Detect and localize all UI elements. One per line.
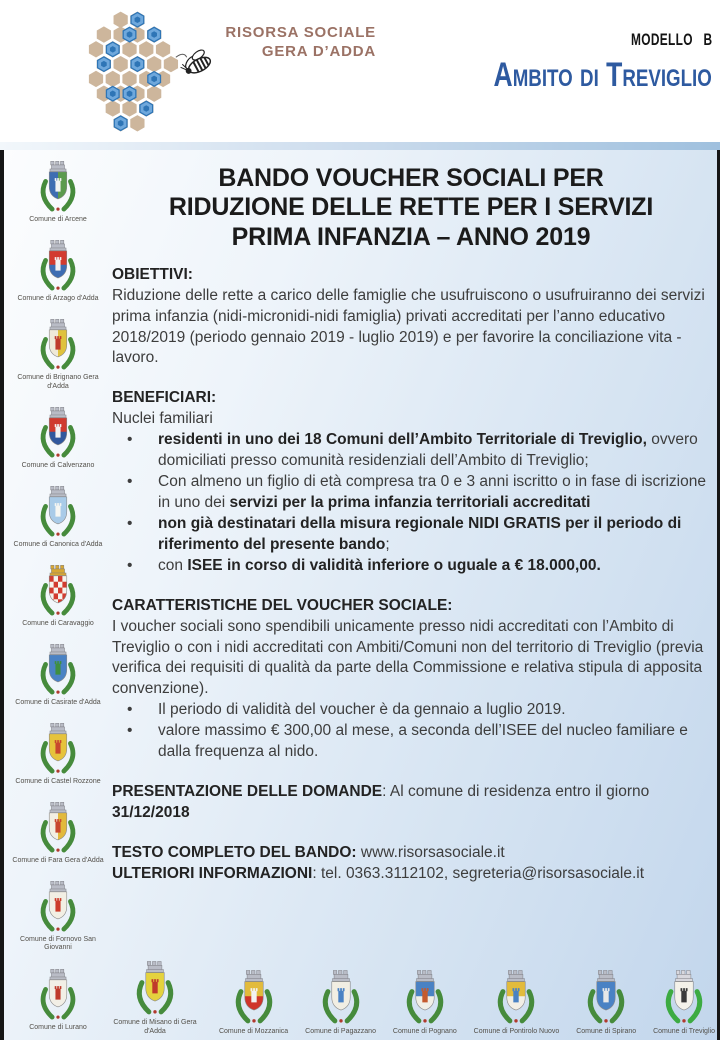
sidebar-commune-0 bbox=[29, 158, 87, 224]
commune-caption: Comune di Caravaggio bbox=[22, 619, 94, 627]
sidebar-commune-5 bbox=[22, 562, 94, 628]
bee-flight-line bbox=[176, 54, 187, 57]
municipal-crest-icon bbox=[313, 967, 369, 1027]
municipal-crest-icon bbox=[31, 158, 85, 215]
municipal-crest-icon bbox=[31, 641, 85, 698]
crest-graphic bbox=[31, 158, 85, 215]
commune-caption: Comune di Spirano bbox=[576, 1027, 637, 1035]
bottom-commune-2 bbox=[305, 967, 376, 1036]
crest-graphic bbox=[226, 967, 282, 1027]
commune-caption: Comune di Canonica d'Adda bbox=[13, 540, 103, 548]
bottom-commune-1 bbox=[219, 967, 288, 1036]
crest-graphic bbox=[31, 404, 85, 461]
crest-graphic bbox=[31, 878, 85, 935]
municipal-crest-icon bbox=[397, 967, 453, 1027]
sidebar-commune-7 bbox=[15, 720, 100, 786]
sidebar-commune-6 bbox=[15, 641, 100, 707]
bottom-commune-6 bbox=[653, 967, 715, 1036]
commune-caption: Comune di Fara Gera d'Adda bbox=[12, 857, 104, 865]
bullet-item: • Il periodo di validità del voucher è da gennaio a luglio 2019. bbox=[112, 700, 710, 721]
bullet-item: • non già destinatari della misura regionale NIDI GRATIS per il periodo di riferimento del presente bando; bbox=[112, 514, 710, 556]
modello-label: MODELLO B bbox=[630, 30, 712, 49]
bullet-item: • valore massimo € 300,00 al mese, a seconda dell’ISEE del nucleo familiare e dalla frequenza al nido. bbox=[112, 721, 710, 763]
municipal-crest-icon bbox=[31, 720, 85, 777]
commune-caption: Comune di Pontirolo Nuovo bbox=[473, 1027, 560, 1035]
section-heading: OBIETTIVI: bbox=[112, 265, 193, 283]
commune-caption: Comune di Arzago d'Adda bbox=[17, 295, 99, 303]
commune-caption: Comune di Brignano Gera d'Adda bbox=[17, 374, 99, 390]
crest-graphic bbox=[397, 967, 453, 1027]
crest-graphic bbox=[31, 483, 85, 540]
sidebar-commune-1 bbox=[17, 237, 98, 303]
logo-text-line2: GERA D’ADDA bbox=[261, 42, 376, 60]
municipal-crest-icon bbox=[31, 966, 85, 1023]
paragraph: Riduzione delle rette a carico delle famiglie che usufruiscono o usufruiranno dei servizi prima infanzia (nidi-micronidi-nidi famiglia) privati accreditati per l’anno educativo 2018/2019 (periodo gennaio 2019 - luglio 2019) e per favorire la conciliazione vita - lavoro. bbox=[112, 286, 705, 367]
paragraph: ULTERIORI INFORMAZIONI: tel. 0363.3112102, segreteria@risorsasociale.it bbox=[112, 864, 645, 882]
municipal-crest-icon bbox=[226, 967, 282, 1027]
crest-graphic bbox=[31, 720, 85, 777]
crest-graphic bbox=[578, 967, 634, 1027]
bullet-item: • Con almeno un figlio di età compresa tra 0 e 3 anni iscritto o in fase di iscrizione in uno dei servizi per la prima infanzia territoriali accreditati bbox=[112, 472, 710, 514]
title-line-2: RIDUZIONE DELLE RETTE PER I SERVIZI bbox=[168, 193, 654, 222]
crest-graphic bbox=[656, 967, 712, 1027]
bottom-commune-3 bbox=[393, 967, 457, 1036]
logo-text-line1: RISORSA SOCIALE bbox=[225, 24, 376, 41]
bottom-commune-4 bbox=[474, 967, 560, 1036]
section-heading: CARATTERISTICHE DEL VOUCHER SOCIALE: bbox=[112, 596, 453, 614]
municipal-crest-icon bbox=[31, 404, 85, 461]
ambito-title: Ambito di Treviglio bbox=[493, 56, 712, 94]
crest-graphic bbox=[313, 967, 369, 1027]
commune-caption: Comune di Casirate d'Adda bbox=[15, 698, 101, 706]
document-title bbox=[112, 164, 710, 252]
bullet-item: • con ISEE in corso di validità inferiore o uguale a € 18.000,00. bbox=[112, 556, 710, 577]
sidebar-commune-9 bbox=[11, 878, 105, 953]
sidebar-commune-4 bbox=[14, 483, 103, 549]
section-heading: BENEFICIARI: bbox=[112, 389, 217, 407]
bottom-commune-0 bbox=[108, 958, 202, 1036]
municipal-crest-icon bbox=[488, 967, 544, 1027]
municipal-crest-icon bbox=[31, 483, 85, 540]
communes-sidebar bbox=[7, 158, 109, 1032]
commune-caption: Comune di Arcene bbox=[29, 216, 87, 223]
crest-graphic bbox=[127, 958, 183, 1018]
municipal-crest-icon bbox=[578, 967, 634, 1027]
paragraph: I voucher sociali sono spendibili unicamente presso nidi accreditati con l’Ambito di Treviglio o con i nidi accreditati con Ambiti/Comuni non del territorio di Treviglio (previa verifica dei requisiti di qualità da parte della Commissione e relativa stipula di apposita convenzione). bbox=[112, 617, 704, 698]
paragraph: TESTO COMPLETO DEL BANDO: www.risorsasociale.it bbox=[112, 843, 505, 861]
title-line-1: BANDO VOUCHER SOCIALI PER bbox=[218, 164, 604, 192]
risorsa-sociale-logo bbox=[78, 4, 378, 142]
content-blocks bbox=[112, 265, 710, 885]
municipal-crest-icon bbox=[31, 237, 85, 294]
map-hexagons bbox=[89, 12, 178, 132]
municipal-crest-icon bbox=[31, 316, 85, 373]
crest-graphic bbox=[31, 966, 85, 1023]
left-border bbox=[0, 150, 4, 1040]
communes-bottom-row bbox=[108, 954, 715, 1036]
commune-caption: Comune di Lurano bbox=[29, 1023, 87, 1031]
paragraph: PRESENTAZIONE DELLE DOMANDE: Al comune di residenza entro il giorno 31/12/2018 bbox=[112, 783, 650, 821]
commune-caption: Comune di Castel Rozzone bbox=[15, 777, 101, 785]
commune-caption: Comune di Treviglio bbox=[653, 1027, 715, 1035]
commune-caption: Comune di Calvenzano bbox=[21, 461, 95, 469]
commune-caption: Comune di Fornovo San Giovanni bbox=[20, 936, 96, 952]
main-content bbox=[112, 164, 710, 885]
sidebar-commune-10 bbox=[29, 966, 87, 1032]
bullet-item: • residenti in uno dei 18 Comuni dell’Ambito Territoriale di Treviglio, ovvero domiciliati presso comunità residenziali dell’Ambito di Treviglio; bbox=[112, 430, 710, 472]
municipal-crest-icon bbox=[31, 799, 85, 856]
commune-caption: Comune di Pagazzano bbox=[305, 1027, 376, 1035]
crest-graphic bbox=[488, 967, 544, 1027]
crest-graphic bbox=[31, 641, 85, 698]
municipal-crest-icon bbox=[31, 562, 85, 619]
paragraph: Nuclei familiari bbox=[112, 410, 213, 428]
commune-caption: Comune di Mozzanica bbox=[218, 1027, 289, 1035]
crest-graphic bbox=[31, 237, 85, 294]
municipal-crest-icon bbox=[656, 967, 712, 1027]
crest-graphic bbox=[31, 799, 85, 856]
crest-graphic bbox=[31, 316, 85, 373]
municipal-crest-icon bbox=[127, 958, 183, 1018]
commune-caption: Comune di Misano di Gera d'Adda bbox=[113, 1019, 197, 1035]
header bbox=[0, 0, 720, 142]
commune-caption: Comune di Pognano bbox=[392, 1027, 457, 1035]
sidebar-commune-3 bbox=[22, 404, 95, 470]
sidebar-commune-8 bbox=[12, 799, 103, 865]
bottom-commune-5 bbox=[576, 967, 636, 1036]
sidebar-commune-2 bbox=[11, 316, 105, 391]
content-area bbox=[0, 150, 720, 1040]
divider-bar bbox=[0, 142, 720, 150]
logo-text bbox=[196, 24, 376, 62]
title-line-3: PRIMA INFANZIA – ANNO 2019 bbox=[231, 222, 591, 251]
municipal-crest-icon bbox=[31, 878, 85, 935]
crest-graphic bbox=[31, 562, 85, 619]
